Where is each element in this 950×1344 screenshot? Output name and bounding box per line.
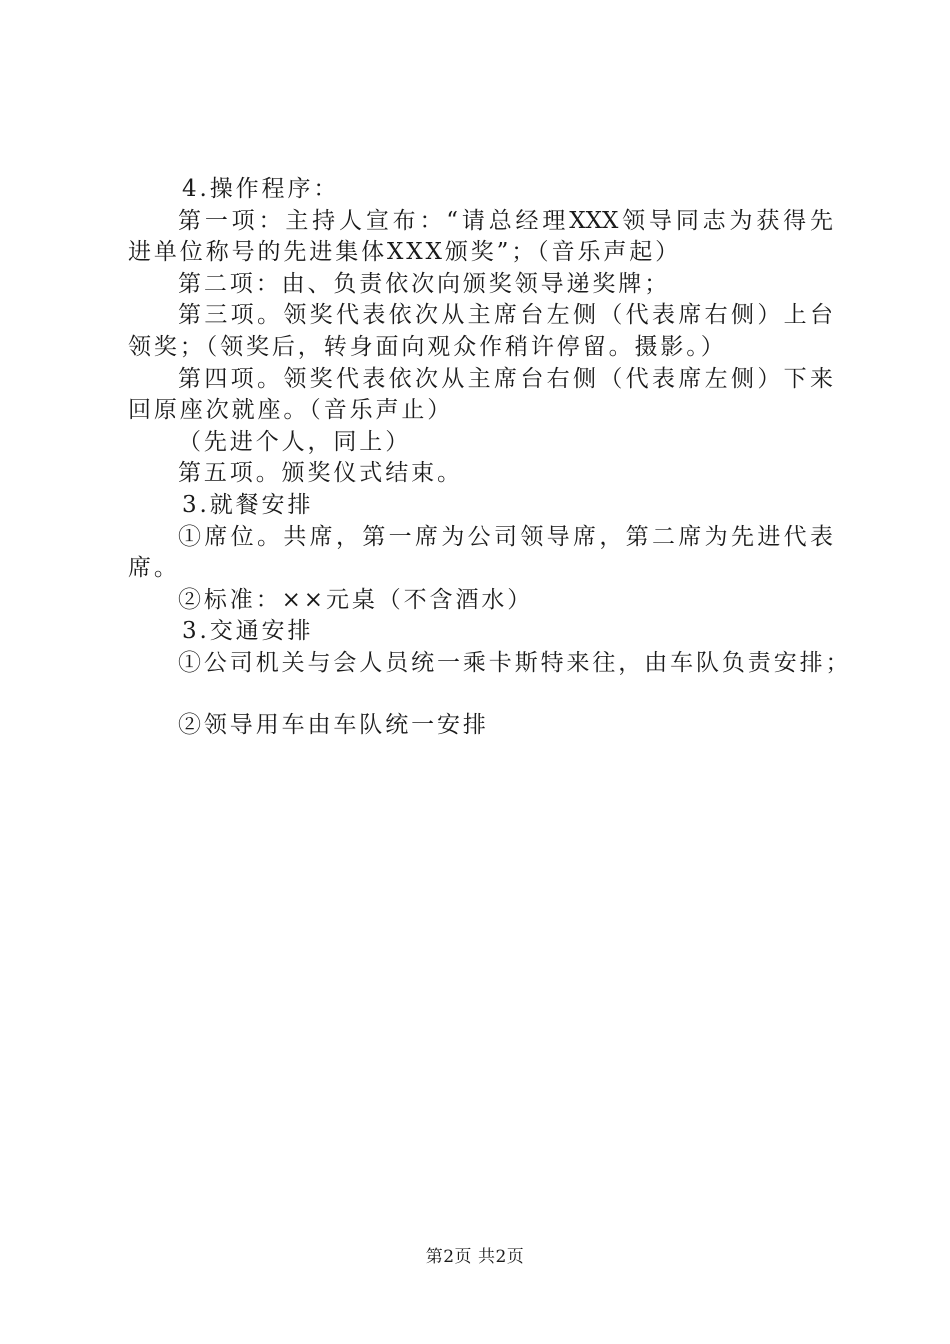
document-body xyxy=(128,174,852,741)
blank-line xyxy=(128,680,833,710)
paragraph-line: ①公司机关与会人员统一乘卡斯特来往，由车队负责安排； xyxy=(178,649,852,676)
paragraph-line: 第五项。颁奖仪式结束。 xyxy=(178,460,463,487)
paragraph-line: 第四项。领奖代表依次从主席台右侧（代表席左侧）下来 xyxy=(178,365,833,392)
paragraph-line: ②领导用车由车队统一安排 xyxy=(178,711,489,738)
page-footer: 第2页 共2页 xyxy=(425,1247,525,1267)
paragraph-line: 席。 xyxy=(128,555,180,582)
paragraph-line: 进单位称号的先进集体XXX颁奖”；（音乐声起） xyxy=(128,239,682,266)
section-heading-transport: 3.交通安排 xyxy=(182,618,314,645)
paragraph-line: 领奖；（领奖后，转身面向观众作稍许停留。摄影。） xyxy=(128,333,727,360)
section-heading-operation: 4.操作程序： xyxy=(182,176,340,202)
paragraph-line: 第一项：主持人宣布：“请总经理XXX领导同志为获得先 xyxy=(178,207,833,234)
paragraph-line: （先进个人，同上） xyxy=(178,428,412,455)
paragraph-line: ①席位。共席，第一席为公司领导席，第二席为先进代表 xyxy=(178,523,833,550)
section-heading-dining: 3.就餐安排 xyxy=(182,491,314,518)
paragraph-line: 第三项。领奖代表依次从主席台左侧（代表席右侧）上台 xyxy=(178,302,833,329)
paragraph-line: 第二项：由、负责依次向颁奖领导递奖牌； xyxy=(178,270,671,297)
paragraph-line: 回原座次就座。（音乐声止） xyxy=(128,397,454,424)
paragraph-line: ②标准：××元桌（不含酒水） xyxy=(178,586,534,613)
